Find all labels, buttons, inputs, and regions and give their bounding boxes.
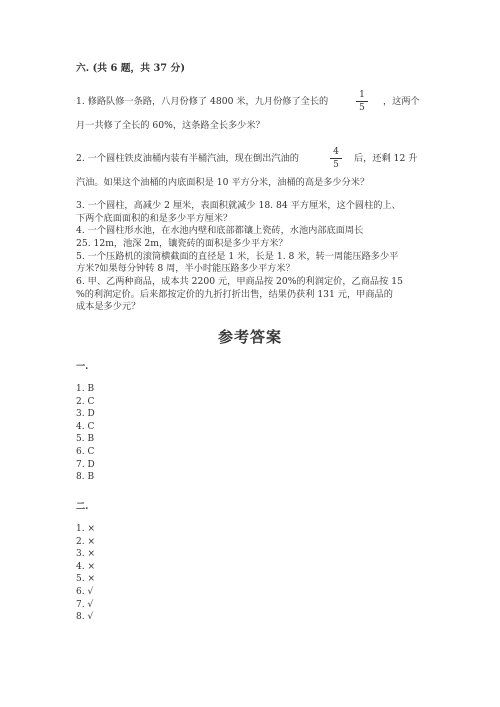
- list-item: 8. B: [76, 472, 95, 483]
- question-1-fraction: [355, 90, 369, 113]
- fraction-numerator: 4: [333, 147, 339, 157]
- list-item: 3. ×: [76, 549, 95, 560]
- question-2-line-1-end: 后，还剩 12 升: [354, 153, 418, 164]
- section-heading: 六. (共 6 题，共 37 分): [76, 63, 185, 74]
- answers-part-1-heading: 一.: [76, 361, 89, 372]
- list-item: 8. √: [76, 612, 94, 623]
- answers-title: 参考答案: [217, 328, 282, 346]
- fraction-numerator: 1: [359, 90, 365, 100]
- question-2-line-1: 2. 一个圆柱铁皮油桶内装有半桶汽油，现在倒出汽油的: [76, 153, 299, 164]
- question-3-line-2: 下两个底面面积的和是多少平方厘米？: [76, 213, 233, 224]
- list-item: 4. ×: [76, 561, 95, 572]
- question-5-line-2: 方米?如果每分钟转 8 周，半小时能压路多少平方米？: [76, 263, 295, 274]
- list-item: 2. C: [76, 396, 95, 407]
- question-5-line-1: 5. 一个压路机的滚筒横截面的直径是 1 米，长是 1. 8 米，转一周能压路多少平: [76, 251, 399, 262]
- list-item: 1. ×: [76, 524, 95, 534]
- answers-part-2-list: [76, 523, 95, 624]
- list-item: 7. D: [76, 459, 95, 470]
- answers-part-2-heading: 二.: [76, 501, 89, 512]
- list-item: 3. D: [76, 409, 95, 420]
- question-4-line-2: 25. 12m，池深 2m，镶瓷砖的面积是多少平方米？: [76, 238, 288, 249]
- answers-part-1-list: [76, 383, 95, 484]
- question-2-fraction: [329, 147, 343, 170]
- question-1-line-1: 1. 修路队修一条路，八月份修了 4800 米，九月份修了全长的: [76, 96, 329, 107]
- list-item: 6. √: [76, 586, 94, 597]
- question-6-line-1: 6. 甲、乙两种商品，成本共 2200 元，甲商品按 20%的利润定价，乙商品按 15: [76, 276, 403, 287]
- question-6-line-3: 成本是多少元？: [76, 301, 141, 312]
- list-item: 5. B: [76, 434, 95, 445]
- question-3-line-1: 3. 一个圆柱，高减少 2 厘米，表面积就减少 18. 84 平方厘米，这个圆柱的上、: [76, 200, 401, 211]
- fraction-bar: [356, 101, 368, 102]
- list-item: 6. C: [76, 446, 95, 457]
- fraction-denominator: 5: [333, 160, 339, 170]
- question-6-line-2: %的利润定价。后来都按定价的九折打折出售，结果仍获利 131 元，甲商品的: [76, 289, 393, 300]
- list-item: 2. ×: [76, 536, 95, 547]
- question-2-line-2: 汽油。如果这个油桶的内底面积是 10 平方分米，油桶的高是多少分米？: [76, 177, 370, 188]
- list-item: 7. √: [76, 599, 94, 610]
- question-1-line-2: 月一共修了全长的 60%，这条路全长多少米？: [76, 120, 265, 131]
- question-4-line-1: 4. 一个圆柱形水池，在水池内壁和底部都镶上瓷砖，水池内部底面周长: [76, 225, 364, 236]
- list-item: 4. C: [76, 421, 95, 432]
- list-item: 5. ×: [76, 574, 95, 585]
- question-1-line-1-end: ，这两个: [383, 96, 420, 107]
- fraction-bar: [330, 158, 342, 159]
- fraction-denominator: 5: [359, 103, 365, 113]
- list-item: 1. B: [76, 384, 95, 394]
